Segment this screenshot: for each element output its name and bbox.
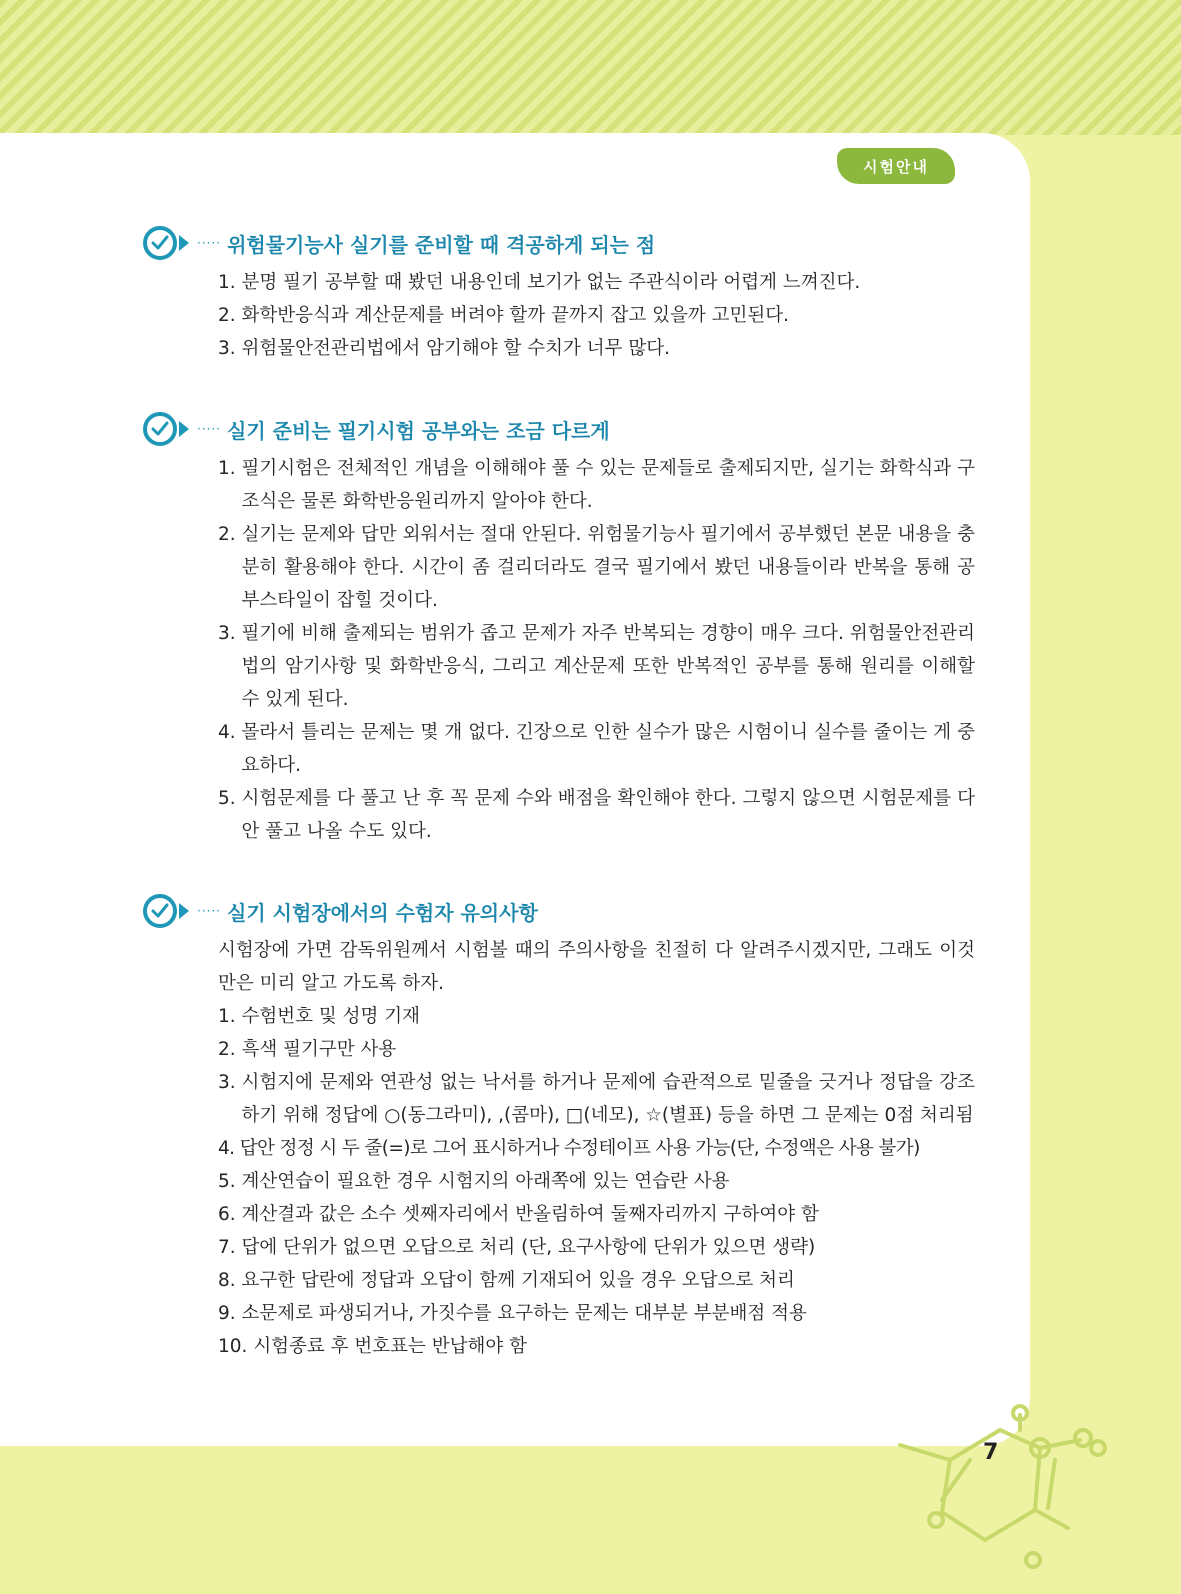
section-2-body xyxy=(218,452,975,848)
arrow-icon xyxy=(179,903,189,919)
dots-decoration: ····· xyxy=(197,236,222,250)
list-item: 7. 답에 단위가 없으면 오답으로 처리 (단, 요구사항에 단위가 있으면 생략) xyxy=(218,1237,816,1258)
list-item: 5. 시험문제를 다 풀고 난 후 꼭 문제 수와 배점을 확인해야 한다. 그렇지 않으면 시험문제를 다 안 풀고 나올 수도 있다. xyxy=(218,788,975,842)
arrow-icon xyxy=(179,421,189,437)
list-item: 2. 화학반응식과 계산문제를 버려야 할까 끝까지 잡고 있을까 고민된다. xyxy=(218,305,789,326)
arrow-icon xyxy=(179,235,189,251)
intro-paragraph: 시험장에 가면 감독위원께서 시험볼 때의 주의사항을 친절히 다 알려주시겠지만, 그래도 이것만은 미리 알고 가도록 하자. xyxy=(218,940,975,994)
check-icon xyxy=(143,226,177,260)
list-item: 6. 계산결과 값은 소수 셋째자리에서 반올림하여 둘째자리까지 구하여야 함 xyxy=(218,1204,819,1225)
list-item: 4. 몰라서 틀리는 문제는 몇 개 없다. 긴장으로 인한 실수가 많은 시험이니 실수를 줄이는 게 중요하다. xyxy=(218,722,975,776)
molecule-decoration-icon xyxy=(880,1400,1130,1594)
section-2-header xyxy=(143,408,610,450)
list-item: 1. 수험번호 및 성명 기재 xyxy=(218,1006,421,1027)
section-title: 위험물기능사 실기를 준비할 때 격공하게 되는 점 xyxy=(227,232,656,257)
list-item: 8. 요구한 답란에 정답과 오답이 함께 기재되어 있을 경우 오답으로 처리 xyxy=(218,1270,795,1291)
list-item: 3. 필기에 비해 출제되는 범위가 좁고 문제가 자주 반복되는 경향이 매우 크다. 위험물안전관리법의 암기사항 및 화학반응식, 그리고 계산문제 또한 반복적인 공부를 통해 원리를 이해할 수 있게 된다. xyxy=(218,623,975,710)
check-icon xyxy=(143,894,177,928)
list-item: 1. 필기시험은 전체적인 개념을 이해해야 풀 수 있는 문제들로 출제되지만, 실기는 화학식과 구조식은 물론 화학반응원리까지 알아야 한다. xyxy=(218,458,975,512)
list-item: 3. 위험물안전관리법에서 암기해야 할 수치가 너무 많다. xyxy=(218,338,670,359)
dots-decoration: ····· xyxy=(197,422,222,436)
section-title: 실기 준비는 필기시험 공부와는 조금 다르게 xyxy=(227,418,610,443)
list-item: 4. 답안 정정 시 두 줄(=)로 그어 표시하거나 수정테이프 사용 가능(단, 수정액은 사용 불가) xyxy=(218,1138,920,1159)
list-item: 3. 시험지에 문제와 연관성 없는 낙서를 하거나 문제에 습관적으로 밑줄을 긋거나 정답을 강조하기 위해 정답에 ○(동그라미), ,(콤마), □(네모), ☆(별표) 등을 하면 그 문제는 0점 처리됨 xyxy=(218,1072,975,1126)
section-1-body xyxy=(218,266,975,365)
list-item: 2. 흑색 필기구만 사용 xyxy=(218,1039,397,1060)
top-stripe-band xyxy=(0,0,1181,135)
page-number: 7 xyxy=(983,1440,999,1465)
list-item: 2. 실기는 문제와 답만 외워서는 절대 안된다. 위험물기능사 필기에서 공부했던 본문 내용을 충분히 활용해야 한다. 시간이 좀 걸리더라도 결국 필기에서 봤던 내용들이라 반복을 통해 공부스타일이 잡힐 것이다. xyxy=(218,524,975,611)
section-title: 실기 시험장에서의 수험자 유의사항 xyxy=(227,900,538,925)
list-item: 9. 소문제로 파생되거나, 가짓수를 요구하는 문제는 대부분 부분배점 적용 xyxy=(218,1303,807,1324)
section-3-body xyxy=(218,934,975,1363)
list-item: 10. 시험종료 후 번호표는 반납해야 함 xyxy=(218,1336,528,1357)
section-tab: 시험안내 xyxy=(837,148,955,184)
dots-decoration: ····· xyxy=(197,904,222,918)
check-icon xyxy=(143,412,177,446)
list-item: 5. 계산연습이 필요한 경우 시험지의 아래쪽에 있는 연습란 사용 xyxy=(218,1171,730,1192)
section-1-header xyxy=(143,222,655,264)
list-item: 1. 분명 필기 공부할 때 봤던 내용인데 보기가 없는 주관식이라 어렵게 느껴진다. xyxy=(218,272,861,293)
section-3-header xyxy=(143,890,538,932)
